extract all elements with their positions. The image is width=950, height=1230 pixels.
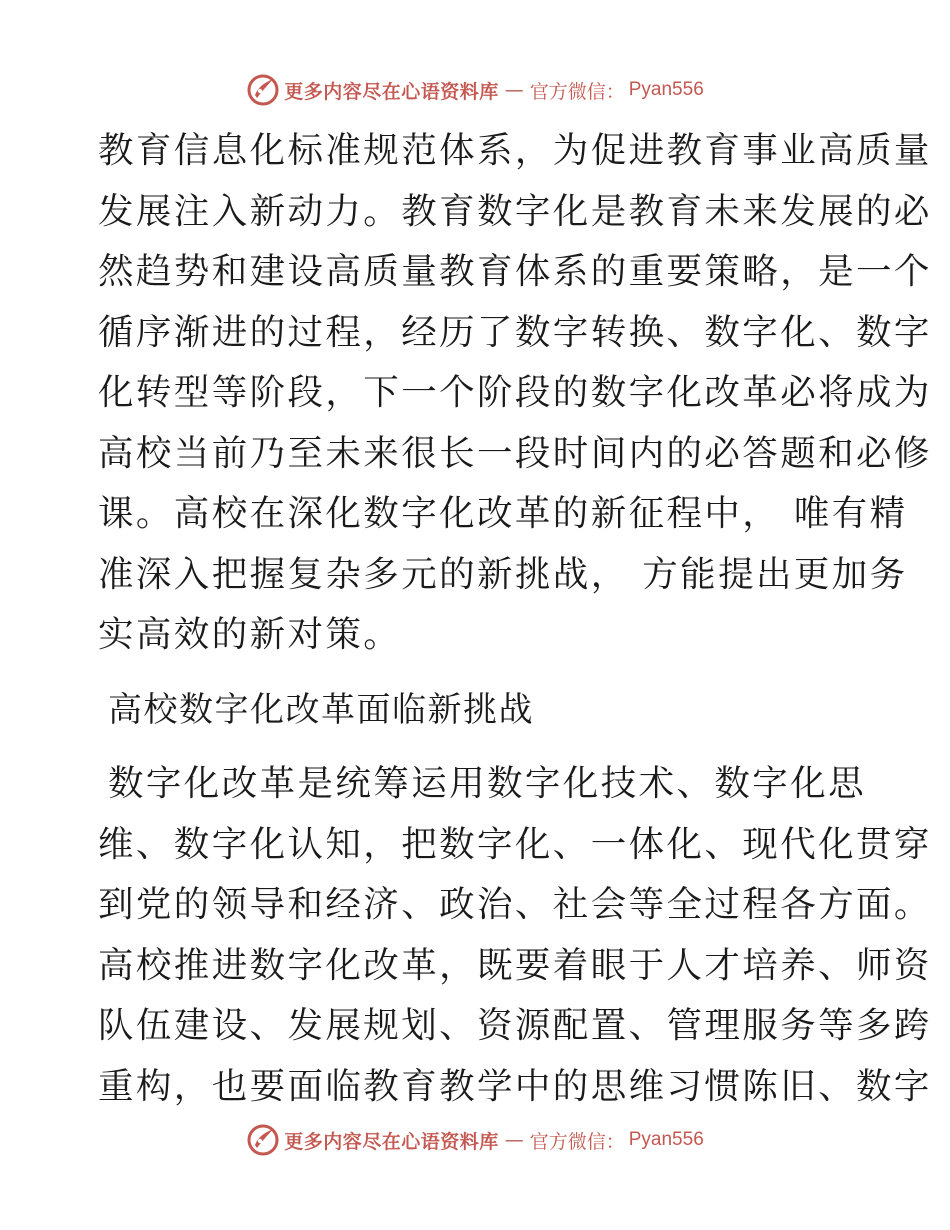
text-line: 高校推进数字化改革，既要着眼于人才培养、师资 [98,944,932,986]
banner-separator: — [504,79,524,101]
text-line: 课。高校在深化数字化改革的新征程中， 唯有精 [98,493,908,534]
text-line: 发展注入新动力。教育数字化是教育未来发展的必 [98,190,932,232]
banner-wechat-label: 官方微信： [529,1130,625,1153]
document-body [98,121,932,1117]
header-banner [0,70,950,110]
text-line: 准深入把握复杂多元的新挑战， 方能提出更加务 [98,553,908,595]
banner-separator: — [504,1129,524,1151]
text-line: 队伍建设、发展规划、资源配置、管理服务等多跨 [98,1005,932,1046]
logo-icon [246,73,280,107]
section-heading: 高校数字化改革面临新挑战 [108,689,534,730]
text-line: 重构，也要面临教育教学中的思维习惯陈旧、数字 [98,1065,932,1107]
text-line: 然趋势和建设高质量教育体系的重要策略，是一个 [98,251,932,292]
text-line: 到党的领导和经济、政治、社会等全过程各方面。 [98,884,932,925]
footer-banner [0,1120,950,1160]
text-line: 实高效的新对策。 [98,614,402,655]
banner-text: 更多内容尽在心语资料库 [284,80,499,103]
text-line: 教育信息化标准规范体系，为促进教育事业高质量 [98,130,932,171]
paragraph-2 [98,754,932,1117]
text-line: 维、数字化认知，把数字化、一体化、现代化贯穿 [98,823,932,865]
banner-wechat-id: Pyan556 [628,1129,704,1150]
banner-text: 更多内容尽在心语资料库 [284,1130,499,1153]
text-line: 高校当前乃至未来很长一段时间内的必答题和必修 [98,432,932,474]
text-line: 数字化改革是统筹运用数字化技术、数字化思 [108,763,867,804]
text-line: 循序渐进的过程，经历了数字转换、数字化、数字 [98,311,932,353]
logo-icon [246,1123,280,1157]
text-line: 化转型等阶段，下一个阶段的数字化改革必将成为 [98,372,932,413]
paragraph-1 [98,121,932,666]
banner-wechat-label: 官方微信： [529,80,625,103]
banner-wechat-id: Pyan556 [628,79,704,100]
